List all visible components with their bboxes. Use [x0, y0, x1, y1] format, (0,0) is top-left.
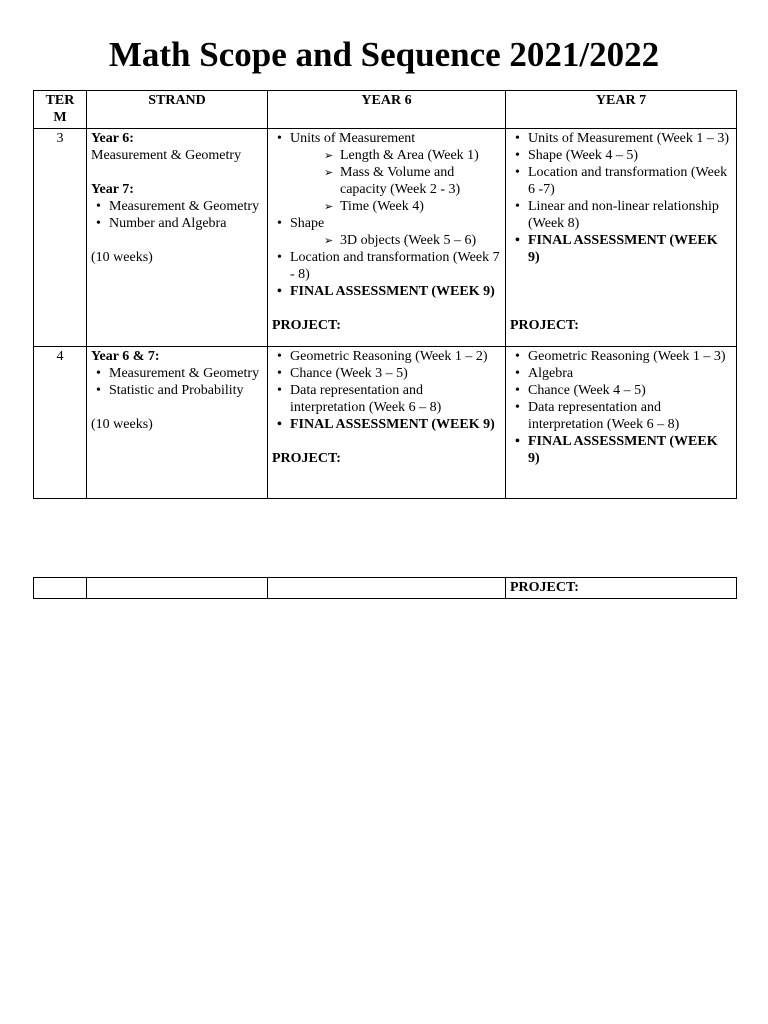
project-label: PROJECT:	[510, 318, 579, 333]
final-assessment: • FINAL ASSESSMENT (WEEK 9)	[510, 433, 732, 467]
continuation-row	[34, 578, 737, 599]
list-item: ➢ 3D objects (Week 5 – 6)	[324, 232, 501, 249]
year7-cell	[506, 129, 737, 347]
strand-list	[91, 198, 263, 232]
strand-header: STRAND	[87, 91, 268, 129]
empty-cell	[268, 578, 506, 599]
topic-list	[272, 130, 501, 300]
year7-cell	[506, 347, 737, 499]
year7-header: YEAR 7	[506, 91, 737, 129]
final-assessment: • FINAL ASSESSMENT (WEEK 9)	[272, 416, 501, 433]
list-item: • Units of Measurement ➢ Length & Area (Week 1) ➢ Mass & Volume and capacity (Week 2 - 3) ➢ Time (Week 4)	[272, 130, 501, 215]
project-label: PROJECT:	[506, 578, 737, 599]
scope-sequence-table	[33, 90, 737, 499]
term-number: 4	[34, 347, 87, 499]
list-item: • Shape (Week 4 – 5)	[510, 147, 732, 164]
list-item: • Geometric Reasoning (Week 1 – 3)	[510, 348, 732, 365]
strand-text: Measurement & Geometry	[91, 148, 242, 163]
list-item: ➢ Length & Area (Week 1)	[324, 147, 501, 164]
strand-cell	[87, 129, 268, 347]
final-assessment: • FINAL ASSESSMENT (WEEK 9)	[510, 232, 732, 266]
list-item: • Data representation and interpretation (Week 6 – 8)	[272, 382, 501, 416]
list-item: • Number and Algebra	[91, 215, 263, 232]
list-item: • Geometric Reasoning (Week 1 – 2)	[272, 348, 501, 365]
strand-list	[91, 365, 263, 399]
list-item: • Units of Measurement (Week 1 – 3)	[510, 130, 732, 147]
topic-list	[272, 348, 501, 433]
term-header: TERM	[34, 91, 87, 129]
empty-cell	[34, 578, 87, 599]
year6-cell	[268, 347, 506, 499]
term-4-row	[34, 347, 737, 499]
empty-cell	[87, 578, 268, 599]
list-item: ➢ Mass & Volume and capacity (Week 2 - 3)	[324, 164, 501, 198]
header-row	[34, 91, 737, 129]
strand-label: Year 6:	[91, 131, 134, 146]
strand-label: Year 7:	[91, 182, 134, 197]
continuation-table	[33, 577, 737, 599]
year6-header: YEAR 6	[268, 91, 506, 129]
list-item: • Chance (Week 4 – 5)	[510, 382, 732, 399]
strand-label: Year 6 & 7:	[91, 349, 160, 364]
topic-list	[510, 130, 732, 266]
list-item: • Measurement & Geometry	[91, 198, 263, 215]
final-assessment: • FINAL ASSESSMENT (WEEK 9)	[272, 283, 501, 300]
term-3-row	[34, 129, 737, 347]
list-item: • Shape ➢ 3D objects (Week 5 – 6)	[272, 215, 501, 249]
list-item: • Location and transformation (Week 6 -7)	[510, 164, 732, 198]
list-item: • Measurement & Geometry	[91, 365, 263, 382]
duration-text: (10 weeks)	[91, 250, 153, 265]
list-item: • Chance (Week 3 – 5)	[272, 365, 501, 382]
term-number: 3	[34, 129, 87, 347]
project-label: PROJECT:	[272, 318, 341, 333]
list-item: • Location and transformation (Week 7 - 8)	[272, 249, 501, 283]
project-label: PROJECT:	[272, 451, 341, 466]
strand-cell	[87, 347, 268, 499]
topic-list	[510, 348, 732, 467]
list-item: • Linear and non-linear relationship (Week 8)	[510, 198, 732, 232]
list-item: ➢ Time (Week 4)	[324, 198, 501, 215]
subtopic-list	[290, 232, 501, 249]
list-item: • Data representation and interpretation (Week 6 – 8)	[510, 399, 732, 433]
duration-text: (10 weeks)	[91, 417, 153, 432]
subtopic-list	[290, 147, 501, 215]
page-title: Math Scope and Sequence 2021/2022	[108, 35, 660, 74]
list-item: • Algebra	[510, 365, 732, 382]
year6-cell	[268, 129, 506, 347]
list-item: • Statistic and Probability	[91, 382, 263, 399]
